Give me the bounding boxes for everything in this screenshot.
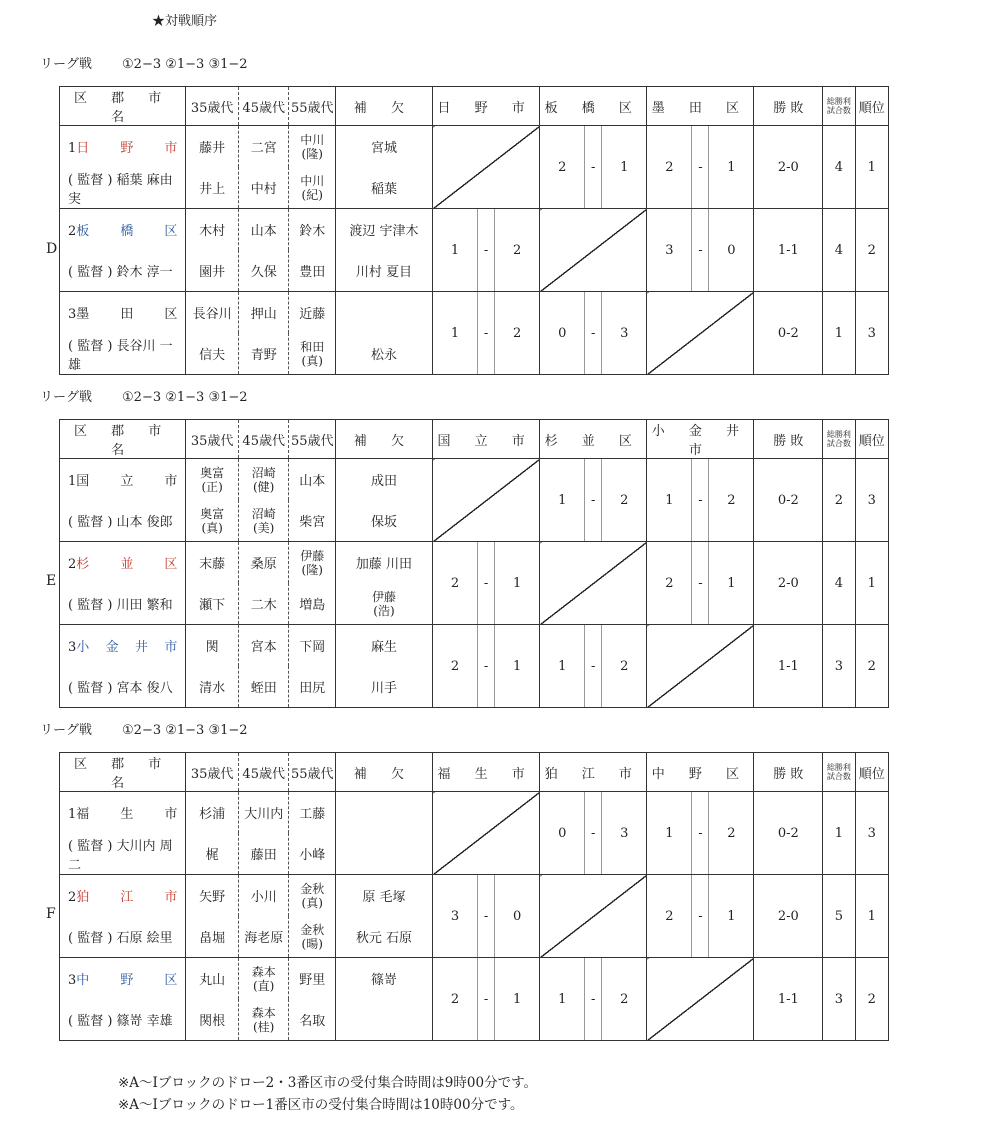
header-age35: 35歳代 <box>186 753 239 792</box>
sub-players: 篠嵜 <box>335 958 432 1000</box>
player-35: 奥富 (正) <box>186 459 239 501</box>
player-35: 園井 <box>186 250 239 292</box>
league-order-e <box>40 386 248 405</box>
team-name: 1福 生 市 <box>60 792 186 834</box>
manager: ( 監督 ) 長谷川 一雄 <box>60 333 186 375</box>
header-wins: 総勝利 試合数 <box>823 753 855 792</box>
player-45: 中村 <box>238 167 289 209</box>
block-label: E <box>46 573 57 589</box>
table-row <box>60 875 889 917</box>
result: 2-0 <box>754 875 823 958</box>
note-2: ※A〜Iブロックのドロー1番区市の受付集合時間は10時00分です。 <box>118 1097 524 1113</box>
header-age45: 45歳代 <box>238 753 289 792</box>
player-35: 畠堀 <box>186 916 239 958</box>
player-45: 押山 <box>238 292 289 334</box>
manager: ( 監督 ) 石原 絵里 <box>60 916 186 958</box>
match-score: 1 - 2 <box>433 209 540 292</box>
header-rank: 順位 <box>855 420 888 459</box>
total-wins: 3 <box>823 625 855 708</box>
match-score: 3 - 0 <box>647 209 754 292</box>
player-35: 丸山 <box>186 958 239 1000</box>
player-55: 田尻 <box>289 666 336 708</box>
header-result: 勝 敗 <box>754 753 823 792</box>
total-wins: 4 <box>823 542 855 625</box>
manager: ( 監督 ) 山本 俊郎 <box>60 500 186 542</box>
block-table-f <box>59 752 889 1041</box>
match-score: 1 - 2 <box>540 625 647 708</box>
header-opponent: 墨 田 区 <box>647 87 754 126</box>
result: 1-1 <box>754 958 823 1041</box>
match-score: 0 - 3 <box>540 292 647 375</box>
league-label: リーグ戦 <box>40 57 93 72</box>
manager: ( 監督 ) 鈴木 淳一 <box>60 250 186 292</box>
match-score: 1 - 2 <box>540 958 647 1041</box>
sub-players: 保坂 <box>335 500 432 542</box>
header-opponent: 狛 江 市 <box>540 753 647 792</box>
player-45: 森本 (直) <box>238 958 289 1000</box>
sub-players: 川手 <box>335 666 432 708</box>
header-rank: 順位 <box>855 753 888 792</box>
block-table-e <box>59 419 889 708</box>
manager: ( 監督 ) 篠嵜 幸雄 <box>60 999 186 1041</box>
header-sub: 補 欠 <box>335 420 432 459</box>
header-age45: 45歳代 <box>238 87 289 126</box>
player-45: 沼崎 (健) <box>238 459 289 501</box>
player-35: 末藤 <box>186 542 239 584</box>
player-45: 桑原 <box>238 542 289 584</box>
sub-players: 麻生 <box>335 625 432 667</box>
table-row <box>60 958 889 1000</box>
sub-players: 成田 <box>335 459 432 501</box>
result: 0-2 <box>754 792 823 875</box>
table-row <box>60 292 889 334</box>
sub-players: 加藤 川田 <box>335 542 432 584</box>
player-55: 鈴木 <box>289 209 336 251</box>
no-match-cell <box>433 459 540 542</box>
total-wins: 1 <box>823 792 855 875</box>
player-55: 増島 <box>289 583 336 625</box>
player-35: 関 <box>186 625 239 667</box>
table-row <box>60 459 889 501</box>
note-1: ※A〜Iブロックのドロー2・3番区市の受付集合時間は9時00分です。 <box>118 1075 537 1091</box>
result: 2-0 <box>754 126 823 209</box>
player-45: 海老原 <box>238 916 289 958</box>
no-match-cell <box>540 875 647 958</box>
sub-players: 稲葉 <box>335 167 432 209</box>
header-district: 区 郡 市 名 <box>60 87 186 126</box>
player-35: 清水 <box>186 666 239 708</box>
player-45: 久保 <box>238 250 289 292</box>
page-title: ★対戦順序 <box>152 14 218 29</box>
match-score: 2 - 1 <box>433 542 540 625</box>
player-55: 金秋 (暘) <box>289 916 336 958</box>
player-45: 藤田 <box>238 833 289 875</box>
header-opponent: 板 橋 区 <box>540 87 647 126</box>
table-row <box>60 792 889 834</box>
result: 0-2 <box>754 459 823 542</box>
player-35: 瀬下 <box>186 583 239 625</box>
player-45: 蛭田 <box>238 666 289 708</box>
team-name: 3中 野 区 <box>60 958 186 1000</box>
player-45: 沼崎 (美) <box>238 500 289 542</box>
manager: ( 監督 ) 大川内 周二 <box>60 833 186 875</box>
total-wins: 3 <box>823 958 855 1041</box>
player-55: 名取 <box>289 999 336 1041</box>
sub-players <box>335 833 432 875</box>
match-score: 1 - 2 <box>540 459 647 542</box>
match-score: 2 - 1 <box>433 625 540 708</box>
header-opponent: 小 金 井 市 <box>647 420 754 459</box>
player-45: 小川 <box>238 875 289 917</box>
total-wins: 4 <box>823 126 855 209</box>
header-opponent: 日 野 市 <box>433 87 540 126</box>
header-sub: 補 欠 <box>335 753 432 792</box>
player-45: 宮本 <box>238 625 289 667</box>
header-district: 区 郡 市 名 <box>60 753 186 792</box>
team-name: 3小 金 井 市 <box>60 625 186 667</box>
player-45: 二宮 <box>238 126 289 168</box>
header-opponent: 福 生 市 <box>433 753 540 792</box>
player-55: 伊藤 (隆) <box>289 542 336 584</box>
no-match-cell <box>540 209 647 292</box>
header-age55: 55歳代 <box>289 420 336 459</box>
league-order-d <box>40 53 248 72</box>
player-55: 中川 (隆) <box>289 126 336 168</box>
block-label: F <box>46 906 56 922</box>
league-order: ①2−3 ②1−3 ③1−2 <box>122 723 248 738</box>
match-score: 2 - 1 <box>647 542 754 625</box>
no-match-cell <box>540 542 647 625</box>
player-45: 山本 <box>238 209 289 251</box>
sub-players: 秋元 石原 <box>335 916 432 958</box>
header-age55: 55歳代 <box>289 87 336 126</box>
match-score: 2 - 1 <box>540 126 647 209</box>
player-55: 近藤 <box>289 292 336 334</box>
player-45: 二木 <box>238 583 289 625</box>
header-age35: 35歳代 <box>186 87 239 126</box>
header-age45: 45歳代 <box>238 420 289 459</box>
match-score: 2 - 1 <box>433 958 540 1041</box>
rank: 3 <box>855 292 888 375</box>
sub-players: 伊藤 (浩) <box>335 583 432 625</box>
no-match-cell <box>647 958 754 1041</box>
rank: 3 <box>855 459 888 542</box>
notes <box>118 1072 537 1116</box>
team-name: 2狛 江 市 <box>60 875 186 917</box>
player-55: 金秋 (真) <box>289 875 336 917</box>
rank: 2 <box>855 958 888 1041</box>
manager: ( 監督 ) 稲葉 麻由実 <box>60 167 186 209</box>
team-name: 3墨 田 区 <box>60 292 186 334</box>
header-wins: 総勝利 試合数 <box>823 420 855 459</box>
match-score: 1 - 2 <box>647 459 754 542</box>
match-score: 0 - 3 <box>540 792 647 875</box>
match-score: 2 - 1 <box>647 875 754 958</box>
player-35: 長谷川 <box>186 292 239 334</box>
header-opponent: 国 立 市 <box>433 420 540 459</box>
result: 1-1 <box>754 625 823 708</box>
table-row <box>60 126 889 168</box>
player-55: 豊田 <box>289 250 336 292</box>
rank: 1 <box>855 875 888 958</box>
team-name: 2杉 並 区 <box>60 542 186 584</box>
player-35: 藤井 <box>186 126 239 168</box>
match-score: 2 - 1 <box>647 126 754 209</box>
match-score: 1 - 2 <box>433 292 540 375</box>
match-score: 1 - 2 <box>647 792 754 875</box>
player-35: 杉浦 <box>186 792 239 834</box>
total-wins: 1 <box>823 292 855 375</box>
player-55: 和田 (真) <box>289 333 336 375</box>
sub-players: 原 毛塚 <box>335 875 432 917</box>
league-label: リーグ戦 <box>40 390 93 405</box>
player-35: 井上 <box>186 167 239 209</box>
team-name: 1国 立 市 <box>60 459 186 501</box>
sub-players <box>335 292 432 334</box>
result: 2-0 <box>754 542 823 625</box>
sub-players: 川村 夏目 <box>335 250 432 292</box>
no-match-cell <box>433 792 540 875</box>
manager: ( 監督 ) 宮本 俊八 <box>60 666 186 708</box>
sub-players <box>335 999 432 1041</box>
header-sub: 補 欠 <box>335 87 432 126</box>
header-age35: 35歳代 <box>186 420 239 459</box>
player-45: 大川内 <box>238 792 289 834</box>
header-opponent: 杉 並 区 <box>540 420 647 459</box>
rank: 2 <box>855 209 888 292</box>
team-name: 1日 野 市 <box>60 126 186 168</box>
result: 0-2 <box>754 292 823 375</box>
header-district: 区 郡 市 名 <box>60 420 186 459</box>
rank: 2 <box>855 625 888 708</box>
result: 1-1 <box>754 209 823 292</box>
player-55: 工藤 <box>289 792 336 834</box>
player-45: 森本 (桂) <box>238 999 289 1041</box>
manager: ( 監督 ) 川田 繁和 <box>60 583 186 625</box>
header-result: 勝 敗 <box>754 420 823 459</box>
player-55: 小峰 <box>289 833 336 875</box>
league-order: ①2−3 ②1−3 ③1−2 <box>122 57 248 72</box>
table-row <box>60 625 889 667</box>
total-wins: 4 <box>823 209 855 292</box>
player-35: 関根 <box>186 999 239 1041</box>
rank: 3 <box>855 792 888 875</box>
block-label: D <box>46 241 58 257</box>
player-55: 柴宮 <box>289 500 336 542</box>
player-55: 山本 <box>289 459 336 501</box>
league-order-f <box>40 719 248 738</box>
total-wins: 5 <box>823 875 855 958</box>
match-score: 3 - 0 <box>433 875 540 958</box>
no-match-cell <box>647 292 754 375</box>
sub-players: 松永 <box>335 333 432 375</box>
player-35: 梶 <box>186 833 239 875</box>
sub-players: 渡辺 宇津木 <box>335 209 432 251</box>
total-wins: 2 <box>823 459 855 542</box>
no-match-cell <box>647 625 754 708</box>
header-rank: 順位 <box>855 87 888 126</box>
no-match-cell <box>433 126 540 209</box>
header-age55: 55歳代 <box>289 753 336 792</box>
sub-players: 宮城 <box>335 126 432 168</box>
rank: 1 <box>855 126 888 209</box>
block-table-d <box>59 86 889 375</box>
player-55: 野里 <box>289 958 336 1000</box>
league-label: リーグ戦 <box>40 723 93 738</box>
player-35: 矢野 <box>186 875 239 917</box>
player-35: 木村 <box>186 209 239 251</box>
league-order: ①2−3 ②1−3 ③1−2 <box>122 390 248 405</box>
sub-players <box>335 792 432 834</box>
player-55: 中川 (紀) <box>289 167 336 209</box>
table-row <box>60 542 889 584</box>
player-45: 青野 <box>238 333 289 375</box>
header-wins: 総勝利 試合数 <box>823 87 855 126</box>
rank: 1 <box>855 542 888 625</box>
team-name: 2板 橋 区 <box>60 209 186 251</box>
header-result: 勝 敗 <box>754 87 823 126</box>
player-35: 信夫 <box>186 333 239 375</box>
player-35: 奥富 (真) <box>186 500 239 542</box>
player-55: 下岡 <box>289 625 336 667</box>
table-row <box>60 209 889 251</box>
header-opponent: 中 野 区 <box>647 753 754 792</box>
